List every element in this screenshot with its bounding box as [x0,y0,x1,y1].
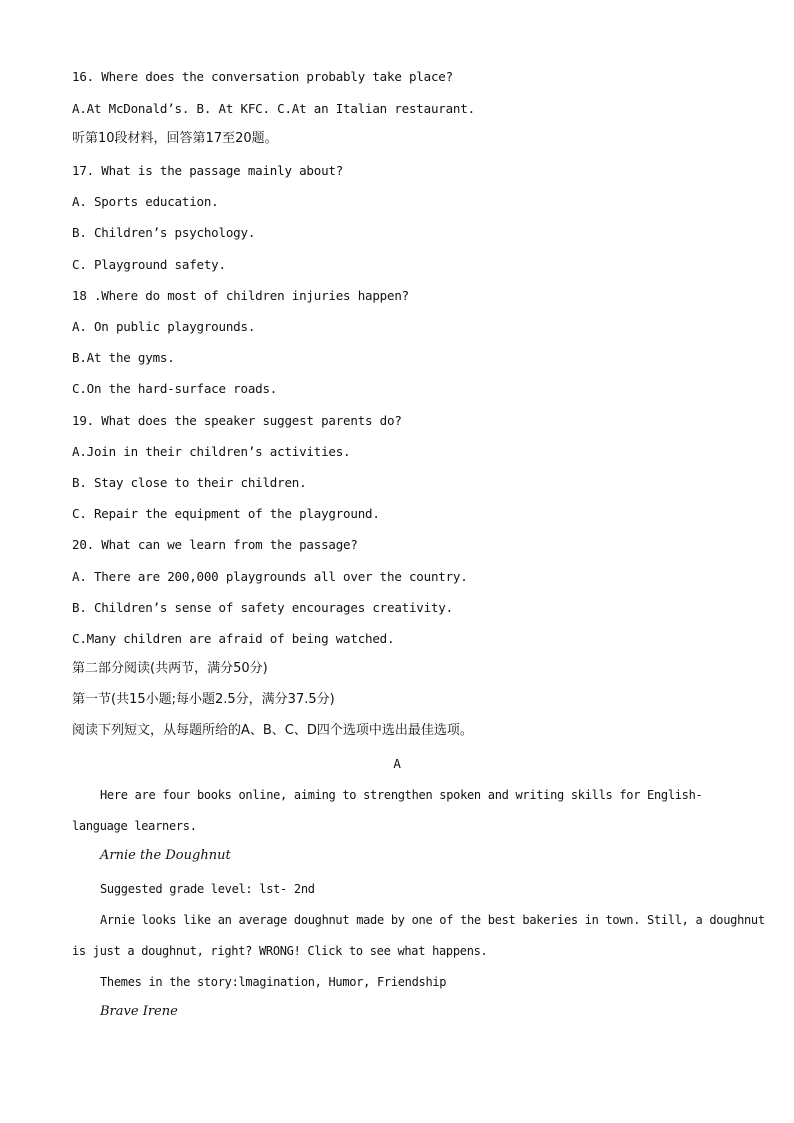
q20-option-a: A. There are 200,000 playgrounds all over the country. [72,569,468,584]
book1-title: Arnie the Doughnut [100,848,231,863]
q19-option-c: C. Repair the equipment of the playground. [72,506,380,521]
passage-intro-line1: Here are four books online, aiming to strengthen spoken and writing skills for English- [100,788,703,802]
q18-question: 18 .Where do most of children injuries happen? [72,288,409,303]
q20-option-b: B. Children’s sense of safety encourages creativity. [72,600,453,615]
q18-option-c: C.On the hard-surface roads. [72,381,278,396]
q17-option-a: A. Sports education. [72,194,219,209]
section10-instruction: 听第10段材料，回答第17至20题。 [72,131,278,146]
q19-question: 19. What does the speaker suggest parents do? [72,413,402,428]
q16-options: A.At McDonald’s. B. At KFC. C.At an Italian restaurant. [72,101,475,116]
book1-themes: Themes in the story:lmagination, Humor, Friendship [100,975,447,989]
book1-desc-line1: Arnie looks like an average doughnut made by one of the best bakeries in town. Still, a doughnut [100,913,765,927]
q18-option-a: A. On public playgrounds. [72,319,256,334]
book2-title: Brave Irene [100,1004,178,1019]
part2-heading: 第二部分阅读(共两节，满分50分) [72,661,268,676]
q17-question: 17. What is the passage mainly about? [72,163,344,178]
book1-grade: Suggested grade level: lst- 2nd [100,882,315,896]
q17-option-c: C. Playground safety. [72,257,226,272]
passage-intro-line2: language learners. [72,819,197,833]
q20-question: 20. What can we learn from the passage? [72,537,358,552]
q20-option-c: C.Many children are afraid of being watched. [72,631,395,646]
q16-question: 16. Where does the conversation probably take place? [72,69,453,84]
q19-option-b: B. Stay close to their children. [72,475,307,490]
book1-desc-line2: is just a doughnut, right? WRONG! Click to see what happens. [72,944,488,958]
q18-option-b: B.At the gyms. [72,350,175,365]
part2-section1: 第一节(共15小题;每小题2.5分，满分37.5分) [72,692,335,707]
q19-option-a: A.Join in their children’s activities. [72,444,351,459]
q17-option-b: B. Children’s psychology. [72,225,256,240]
part2-instruction: 阅读下列短文，从每题所给的A、B、C、D四个选项中选出最佳选项。 [72,723,473,738]
passage-label: A [393,756,401,771]
